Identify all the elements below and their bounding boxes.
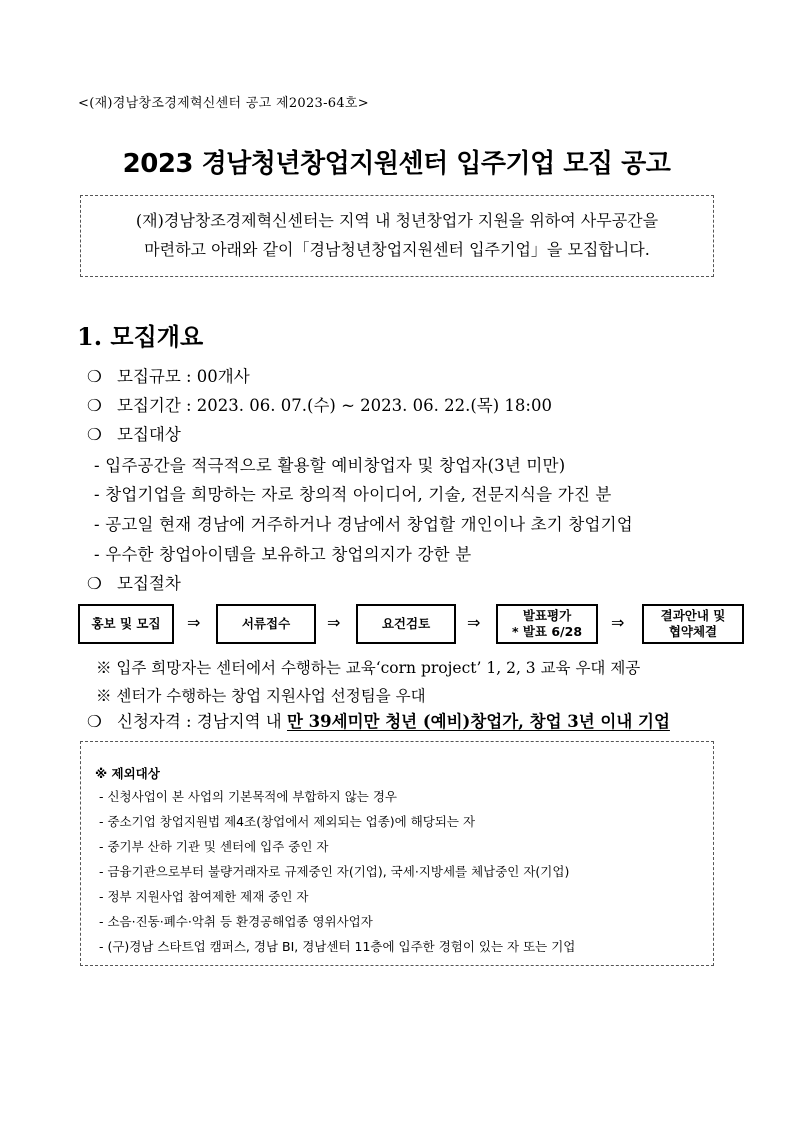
- step-promotion: [78, 604, 174, 644]
- bullet-procedure: [87, 570, 181, 594]
- step-label: 서류접수: [241, 616, 291, 631]
- exclusion-box: [80, 741, 714, 966]
- intro-line-2: 마련하고 아래와 같이「경남청년창업지원센터 입주기업」을 모집합니다.: [144, 240, 650, 259]
- bullet-qualification: [87, 708, 670, 732]
- target-item: - 공고일 현재 경남에 거주하거나 경남에서 창업할 개인이나 초기 창업기업: [94, 515, 633, 534]
- step-result: [642, 604, 744, 644]
- arrow-right-icon: ⇒: [187, 613, 201, 632]
- exclusion-item: - 금융기관으로부터 불량거래자로 규제중인 자(기업), 국세·지방세를 체납중인 자(기업): [99, 864, 570, 879]
- scale-text: 모집규모 : 00개사: [117, 367, 250, 386]
- exclusion-item: - 소음·진동·폐수·악취 등 환경공해업종 영위사업자: [99, 914, 373, 929]
- bullet-circle-icon: ❍: [87, 425, 102, 444]
- target-item: - 창업기업을 희망하는 자로 창의적 아이디어, 기술, 전문지식을 가진 분: [94, 485, 612, 504]
- arrow-right-icon: ⇒: [327, 613, 341, 632]
- note-selection: ※ 센터가 수행하는 창업 지원사업 선정팀을 우대: [96, 687, 426, 705]
- section-heading: 1. 모집개요: [77, 322, 204, 351]
- exclusion-item: - (구)경남 스타트업 캠퍼스, 경남 BI, 경남센터 11층에 입주한 경험이 있는 자 또는 기업: [99, 939, 576, 954]
- step-label: 결과안내 및: [660, 608, 726, 623]
- step-label: 요건검토: [381, 616, 431, 631]
- step-presentation: [496, 604, 598, 644]
- target-label: 모집대상: [117, 425, 181, 444]
- bullet-circle-icon: ❍: [87, 396, 102, 415]
- step-document: [216, 604, 316, 644]
- step-label: 발표평가: [522, 608, 572, 623]
- intro-box: [80, 195, 714, 277]
- note-education: ※ 입주 희망자는 센터에서 수행하는 교육‘corn project’ 1, 2, 3 교육 우대 제공: [96, 659, 641, 677]
- step-sublabel: 협약체결: [668, 624, 718, 639]
- procedure-label: 모집절차: [117, 574, 181, 593]
- step-sublabel: * 발표 6/28: [511, 624, 583, 639]
- exclusion-heading: ※ 제외대상: [95, 766, 160, 781]
- page-title: 2023 경남청년창업지원센터 입주기업 모집 공고: [122, 149, 671, 179]
- target-item: - 입주공간을 적극적으로 활용할 예비창업자 및 창업자(3년 미만): [94, 456, 566, 475]
- bullet-circle-icon: ❍: [87, 712, 102, 731]
- arrow-right-icon: ⇒: [467, 613, 481, 632]
- bullet-period: [87, 392, 552, 416]
- arrow-right-icon: ⇒: [611, 613, 625, 632]
- exclusion-item: - 중기부 산하 기관 및 센터에 입주 중인 자: [99, 839, 329, 854]
- step-review: [356, 604, 456, 644]
- qualification-strong: 만 39세미만 청년 (예비)창업가, 창업 3년 이내 기업: [287, 712, 670, 731]
- bullet-target: [87, 421, 181, 445]
- bullet-circle-icon: ❍: [87, 367, 102, 386]
- notice-number: <(재)경남창조경제혁신센터 공고 제2023-64호>: [78, 96, 369, 111]
- bullet-circle-icon: ❍: [87, 574, 102, 593]
- exclusion-item: - 신청사업이 본 사업의 기본목적에 부합하지 않는 경우: [99, 789, 397, 804]
- exclusion-item: - 정부 지원사업 참여제한 제재 중인 자: [99, 889, 309, 904]
- step-label: 홍보 및 모집: [91, 616, 161, 631]
- target-item: - 우수한 창업아이템을 보유하고 창업의지가 강한 분: [94, 545, 472, 564]
- qualification-label: 신청자격 : 경남지역 내: [117, 712, 282, 731]
- exclusion-item: - 중소기업 창업지원법 제4조(창업에서 제외되는 업종)에 해당되는 자: [99, 814, 476, 829]
- bullet-scale: [87, 363, 250, 387]
- intro-line-1: (재)경남창조경제혁신센터는 지역 내 청년창업가 지원을 위하여 사무공간을: [135, 211, 659, 230]
- period-text: 모집기간 : 2023. 06. 07.(수) ~ 2023. 06. 22.(목) 18:00: [117, 396, 552, 415]
